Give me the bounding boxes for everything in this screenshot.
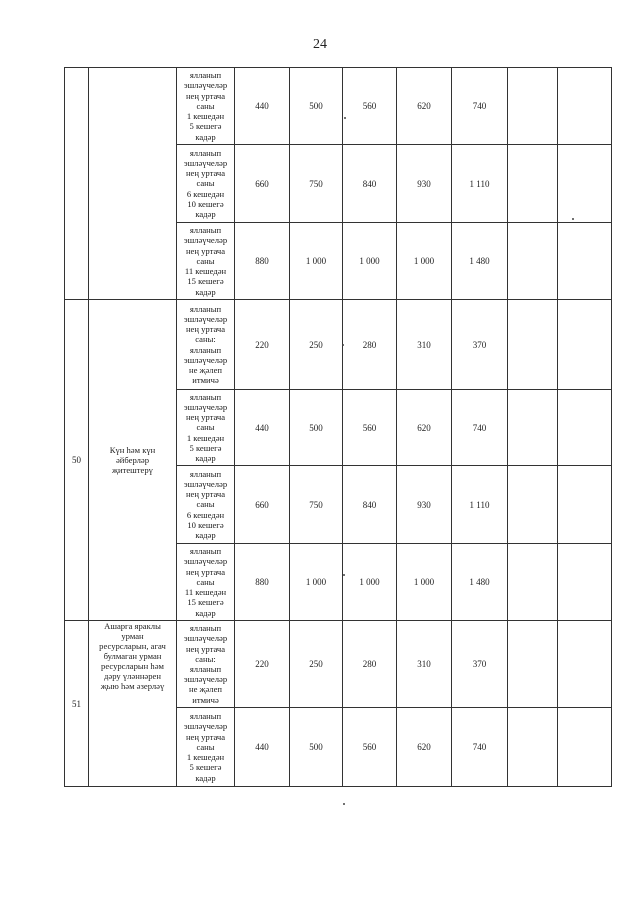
rate-value: 840 [343,145,397,223]
rate-value: 250 [290,621,343,708]
activity-name: Күн һәм күн әйберләр җитештерү [89,300,177,621]
scan-speck [343,803,345,805]
page-number: 24 [313,37,327,52]
rate-value: 220 [235,621,290,708]
rate-value: 750 [290,145,343,223]
rate-value: 1 480 [452,544,508,621]
table-row [65,621,612,708]
rate-value: 620 [397,708,452,787]
rate-value: 740 [452,708,508,787]
rate-value: 1 000 [290,223,343,300]
employee-category: ялланып эшләүчеләр нең уртача саны 6 кешедән 10 кешегә кадәр [177,145,235,223]
rate-value: 1 000 [397,544,452,621]
empty-cell [508,223,558,300]
rate-value: 310 [397,621,452,708]
rate-value: 280 [343,621,397,708]
row-number: 50 [65,300,89,621]
rate-value: 1 000 [397,223,452,300]
rate-value: 280 [343,300,397,390]
rate-value: 930 [397,466,452,544]
rate-value: 930 [397,145,452,223]
empty-cell [558,708,612,787]
employee-category: ялланып эшләүчеләр нең уртача саны 11 кешедән 15 кешегә кадәр [177,544,235,621]
rate-value: 1 110 [452,466,508,544]
rate-value: 1 480 [452,223,508,300]
empty-cell [558,300,612,390]
activity-name [89,68,177,300]
rate-value: 440 [235,390,290,466]
table-row [65,300,612,390]
rate-value: 500 [290,708,343,787]
rate-value: 660 [235,145,290,223]
rate-value: 440 [235,708,290,787]
empty-cell [558,544,612,621]
scan-speck [572,218,574,220]
employee-category: ялланып эшләүчеләр нең уртача саны 1 кешедән 5 кешегә кадәр [177,390,235,466]
rate-value: 1 000 [290,544,343,621]
employee-category: ялланып эшләүчеләр нең уртача саны: ялланып эшләүчеләр не җәлеп итмичә [177,621,235,708]
empty-cell [558,68,612,145]
rate-value: 370 [452,300,508,390]
rate-value: 370 [452,621,508,708]
empty-cell [558,390,612,466]
empty-cell [558,466,612,544]
rate-value: 880 [235,223,290,300]
rate-value: 840 [343,466,397,544]
rate-value: 880 [235,544,290,621]
row-number: 51 [65,621,89,787]
empty-cell [558,145,612,223]
rate-value: 1 000 [343,544,397,621]
tariff-table [64,67,612,787]
rate-value: 560 [343,68,397,145]
empty-cell [508,466,558,544]
rate-value: 560 [343,390,397,466]
rate-value: 660 [235,466,290,544]
employee-category: ялланып эшләүчеләр нең уртача саны 11 кешедән 15 кешегә кадәр [177,223,235,300]
rate-value: 1 110 [452,145,508,223]
empty-cell [558,223,612,300]
rate-value: 500 [290,68,343,145]
rate-value: 560 [343,708,397,787]
empty-cell [508,300,558,390]
rate-value: 310 [397,300,452,390]
employee-category: ялланып эшләүчеләр нең уртача саны 1 кешедән 5 кешегә кадәр [177,708,235,787]
empty-cell [508,621,558,708]
rate-value: 250 [290,300,343,390]
empty-cell [508,390,558,466]
rate-value: 620 [397,68,452,145]
rate-value: 750 [290,466,343,544]
rate-value: 440 [235,68,290,145]
rate-value: 220 [235,300,290,390]
rate-value: 1 000 [343,223,397,300]
scan-speck [344,117,346,119]
row-number [65,68,89,300]
employee-category: ялланып эшләүчеләр нең уртача саны 6 кешедән 10 кешегә кадәр [177,466,235,544]
rate-value: 740 [452,390,508,466]
table-row [65,68,612,145]
empty-cell [508,145,558,223]
employee-category: ялланып эшләүчеләр нең уртача саны 1 кешедән 5 кешегә кадәр [177,68,235,145]
empty-cell [508,544,558,621]
rate-value: 500 [290,390,343,466]
scan-speck [342,344,344,346]
employee-category: ялланып эшләүчеләр нең уртача саны: ялланып эшләүчеләр не җәлеп итмичә [177,300,235,390]
rate-value: 620 [397,390,452,466]
empty-cell [508,708,558,787]
scan-speck [343,574,345,576]
activity-name: Ашарга яраклы урман ресурсларын, агач булмаган урман ресурсларын һәм дәру үләннәрен җыю һәм әзерләү [89,621,177,787]
empty-cell [558,621,612,708]
empty-cell [508,68,558,145]
rate-value: 740 [452,68,508,145]
